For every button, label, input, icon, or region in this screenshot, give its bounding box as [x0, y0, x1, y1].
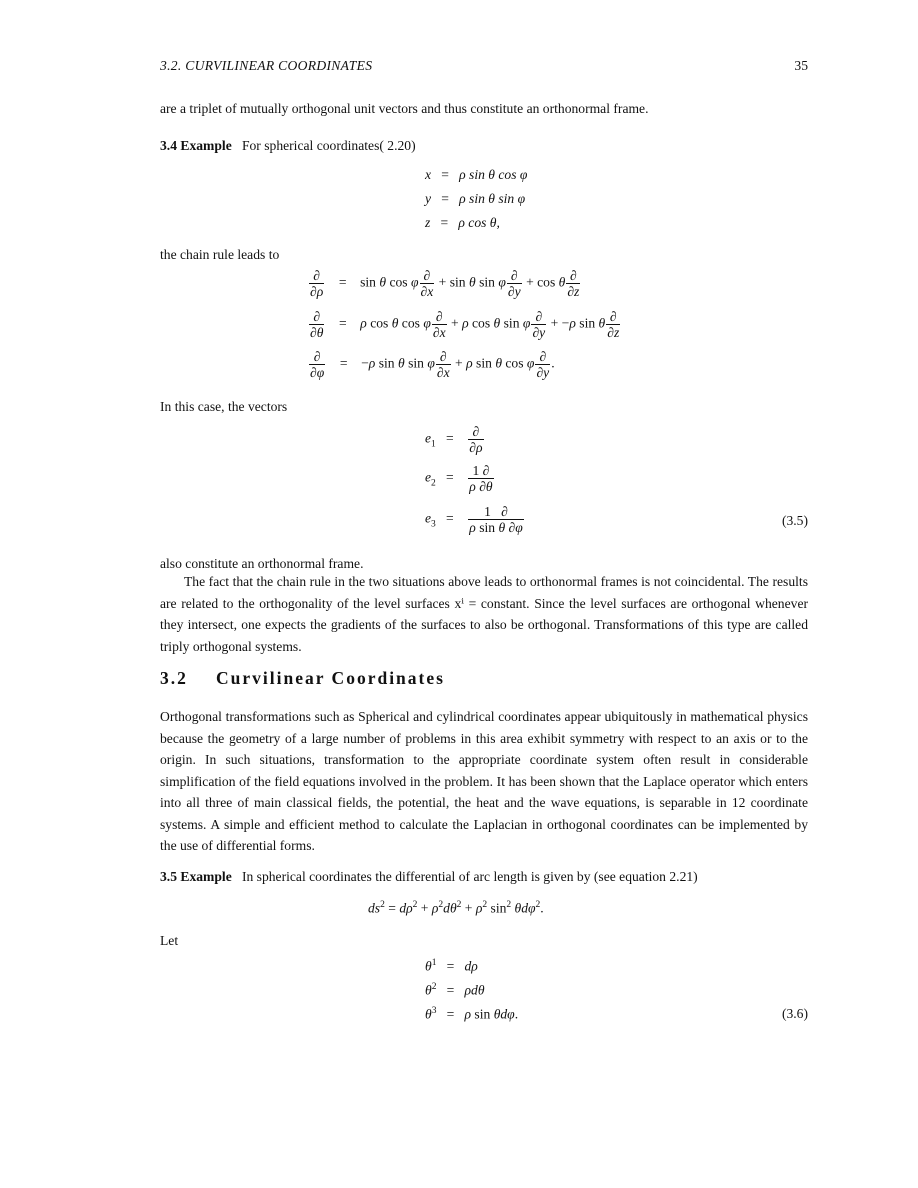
equation-z: z = ρ cos θ,: [425, 215, 500, 230]
chain-rule-theta: $\frac{\partial}{\partial\theta}$ = ρ cos θ cos φ $\frac{\partial}{\partial x}$ + ρ cos θ sin φ $\frac{\partial}{\partial y}$ + −ρ sin θ $\frac{\partial}{\partial z}$: [310, 309, 620, 340]
vector-e2: $e_2$ = $\frac{1 \partial}{\rho \partial\theta}$: [425, 463, 493, 494]
chain-rule-phi: $\frac{\partial}{\partial\varphi}$ = −ρ sin θ sin φ $\frac{\partial}{\partial x}$ + ρ sin θ cos φ $\frac{\partial}{\partial y}$ .: [310, 349, 555, 380]
paragraph-coincidental: The fact that the chain rule in the two situations above leads to orthonormal frames is not coincidental. The results are related to the orthogonality of the level surfaces xⁱ = constant. Since the level surfaces are orthogonal whenever they intersect, one expects the gradients of the surfaces to also be orthogonal. Transformations of this type are called triply orthogonal systems.: [160, 574, 808, 654]
equation-theta3: $\theta^3 = \rho$ sin θdφ.: [425, 1006, 519, 1022]
running-header: 3.2. CURVILINEAR COORDINATES: [160, 58, 373, 73]
equation-theta2: $\theta^2 = \rho d\theta$: [425, 982, 485, 998]
vectors-intro: In this case, the vectors: [160, 399, 288, 414]
section-number: 3.2: [160, 668, 188, 688]
example-text: In spherical coordinates the differential of arc length is given by (see equation 2.21): [241, 869, 698, 884]
example-label: 3.4 Example: [160, 138, 232, 153]
equation-number-3-6: (3.6): [781, 1006, 808, 1021]
section-title: Curvilinear Coordinates: [216, 668, 445, 688]
vector-e1: $e_1$ = $\frac{\partial}{\partial\rho}$: [425, 424, 483, 455]
equation-x: x = ρ sin θ cos φ: [425, 167, 528, 182]
chain-rule-intro: the chain rule leads to: [160, 247, 280, 262]
example-3-4: [160, 135, 808, 157]
vector-e3: $e_3$ = $\frac{1 \partial}{\text{ρ sin θ ∂φ}}$: [425, 504, 523, 535]
equation-number-3-5: (3.5): [781, 513, 808, 528]
example-label: 3.5 Example: [160, 869, 232, 884]
equation-arc-length: $ds^2 = d\rho^2 + \rho^2d\theta^2 + \rho^2$ $\sin^2 \theta d\varphi^2$.: [368, 900, 544, 916]
equation-theta1: $\theta^1 = d\rho$: [425, 958, 478, 974]
example-text: For spherical coordinates( 2.20): [241, 138, 416, 153]
example-3-5: [160, 866, 808, 888]
paragraph-frame: also constitute an orthonormal frame.: [160, 556, 364, 571]
paragraph-intro: are a triplet of mutually orthogonal unit vectors and thus constitute an orthonormal frame.: [160, 101, 649, 116]
equation-y: y = ρ sin θ sin φ: [425, 191, 526, 206]
paragraph-orthogonal-transformations: Orthogonal transformations such as Spherical and cylindrical coordinates appear ubiquitously in mathematical physics because the geometry of a large number of problems in this area exhibit symmetry with respect to an axis or to the origin. In such situations, transformation to the appropriate coordinate system often result in considerable simplification of the field equations involved in the problem. It has been shown that the Laplace operator which enters into all three of main classical fields, the potential, the heat and the wave equations, is separable in 12 coordinate systems. A simple and efficient method to calculate the Laplacian in orthogonal coordinates can be implemented by the use of differential forms.: [160, 709, 808, 853]
chain-rule-rho: $\frac{\partial}{\partial\rho}$ = sin θ cos φ $\frac{\partial}{\partial x}$ + sin θ sin φ $\frac{\partial}{\partial y}$ + cos θ $\frac{\partial}{\partial z}$: [310, 268, 580, 299]
section-heading: [160, 668, 445, 689]
let-text: Let: [160, 933, 179, 948]
page-number: 35: [794, 58, 808, 73]
